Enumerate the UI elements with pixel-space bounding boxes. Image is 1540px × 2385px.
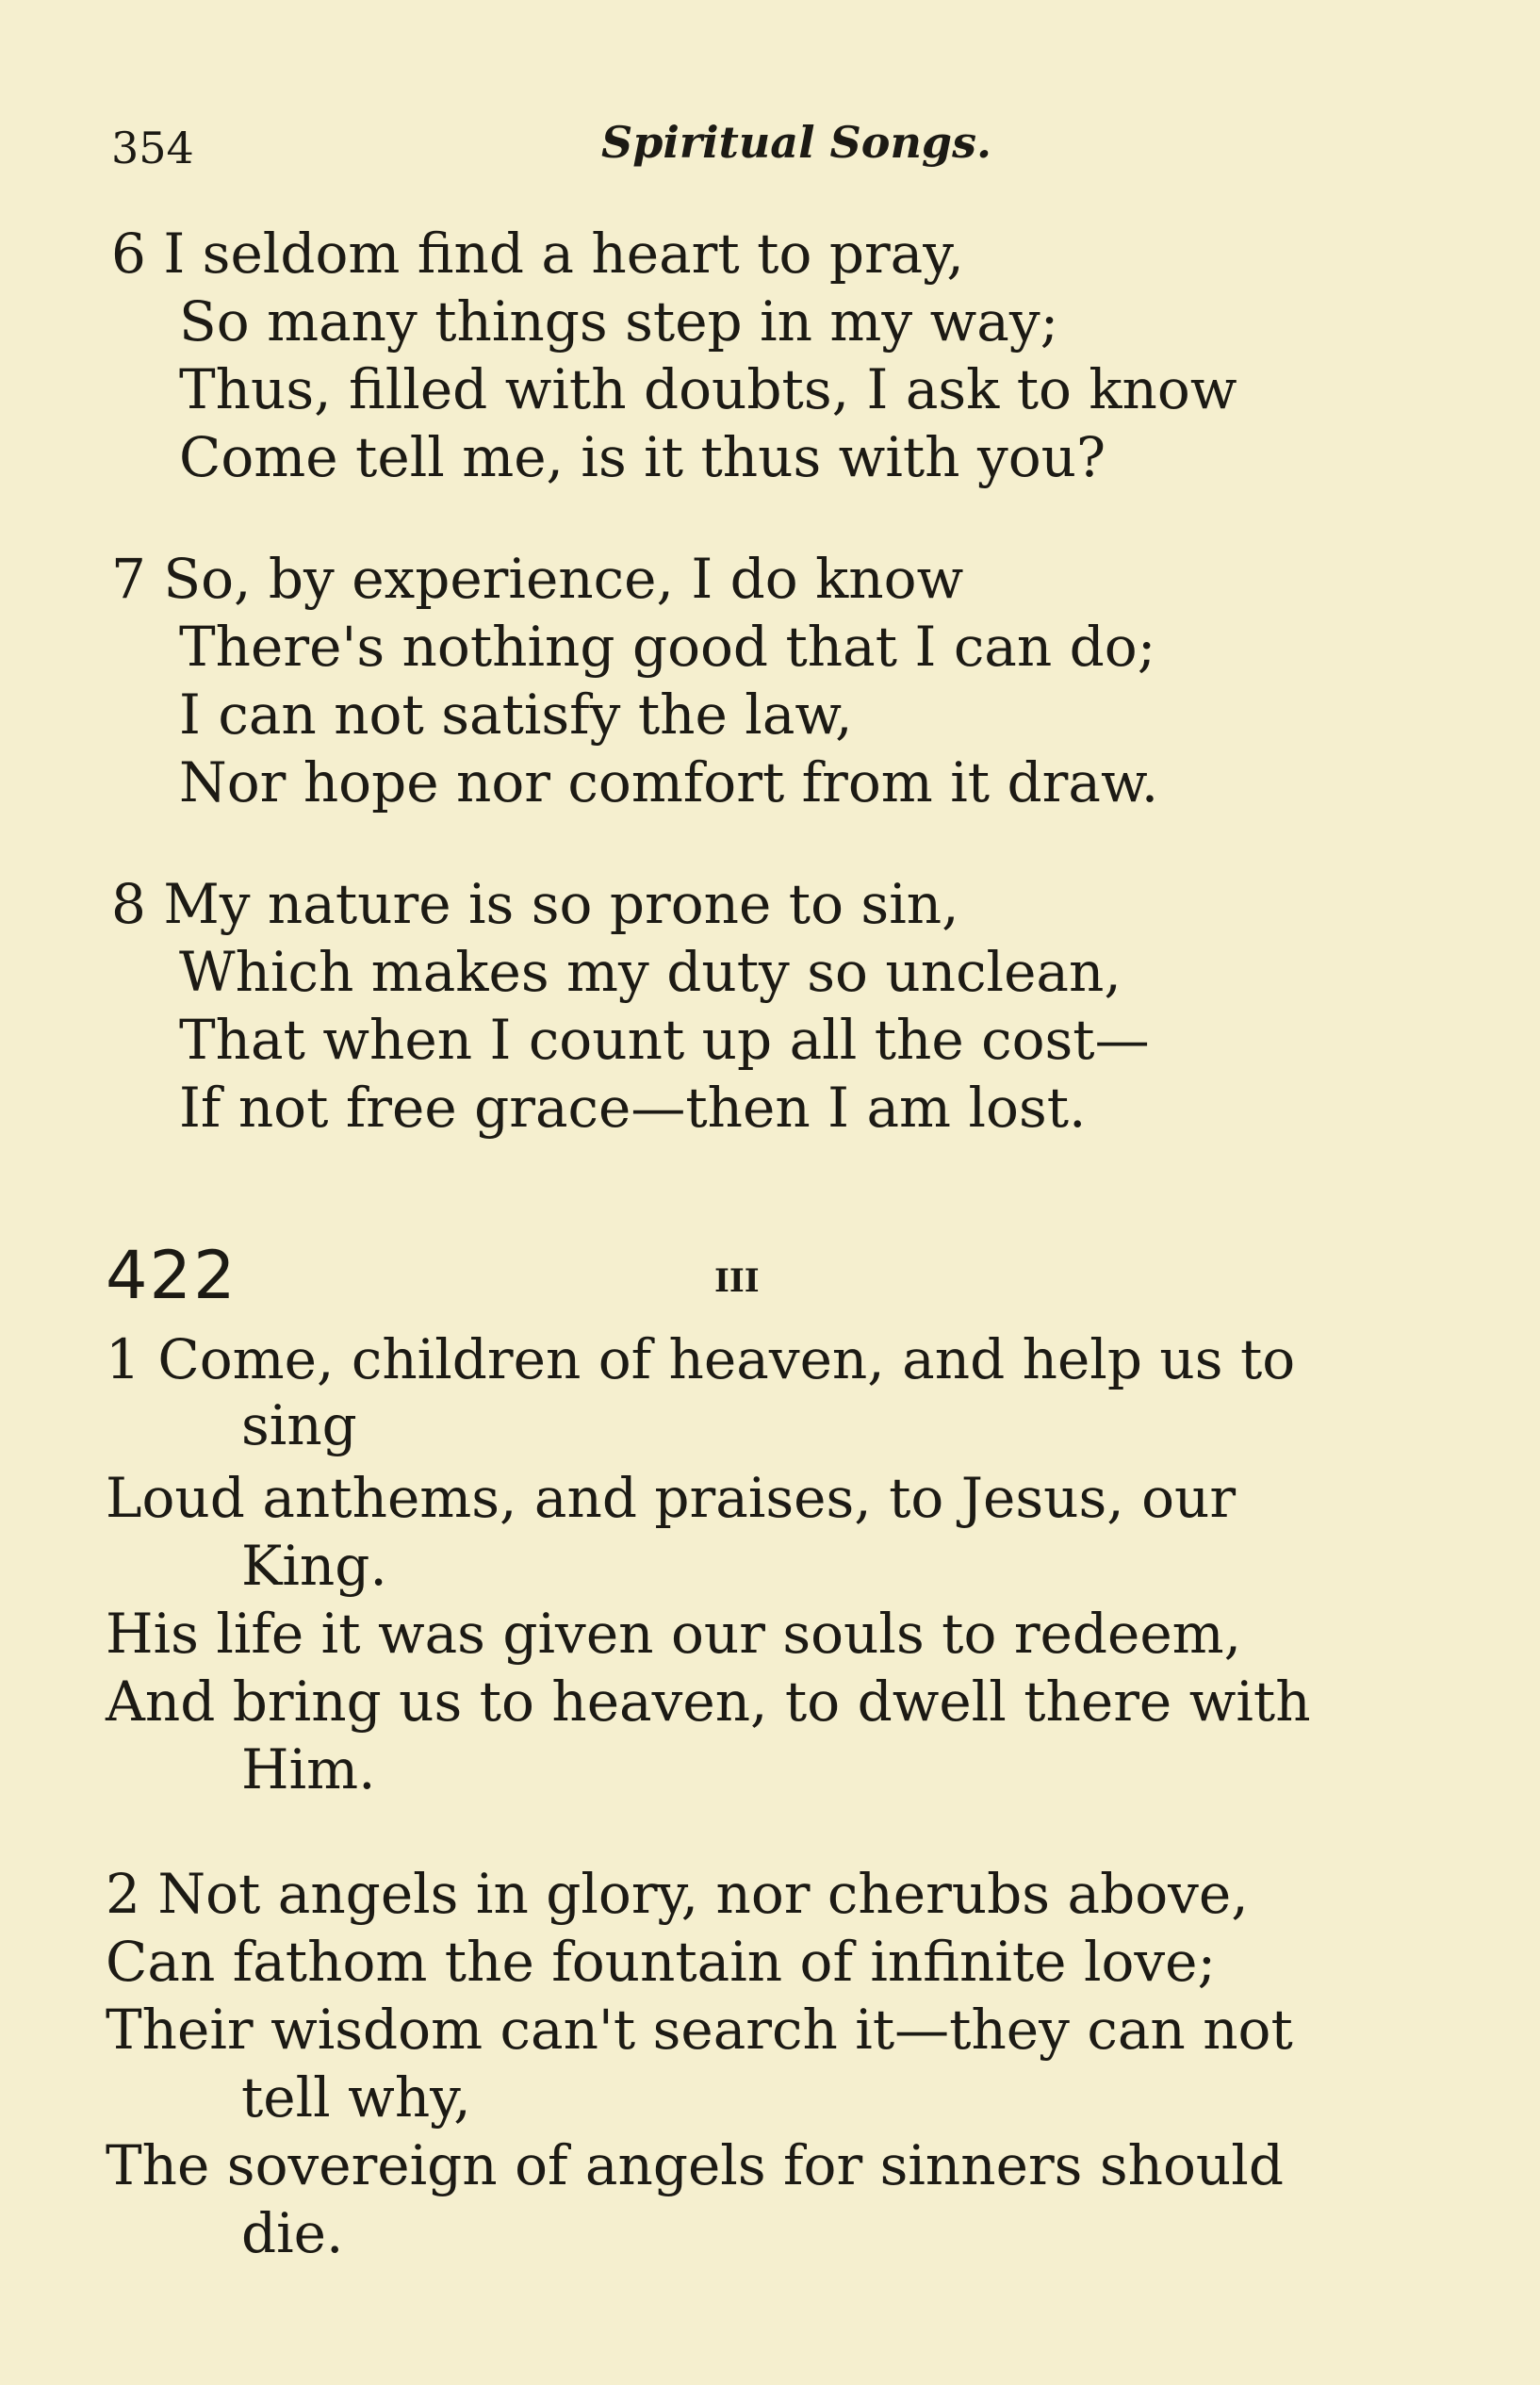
verse-line: Their wisdom can't search it—they can not	[106, 1998, 1293, 2062]
verse-line: Can fathom the fountain of infinite love;	[106, 1930, 1217, 1994]
verse-line: Come tell me, is it thus with you?	[179, 425, 1106, 489]
verse-line: His life it was given our souls to redeem,	[106, 1602, 1242, 1666]
verse-line: If not free grace—then I am lost.	[179, 1076, 1087, 1140]
verse-line: That when I count up all the cost—	[179, 1008, 1150, 1072]
running-title: Spiritual Songs.	[601, 117, 991, 168]
verse-line: Loud anthems, and praises, to Jesus, our	[106, 1466, 1237, 1530]
verse-line: So many things step in my way;	[179, 289, 1059, 354]
verse-line: sing	[241, 1393, 357, 1457]
verse-line: I can not satisfy the law,	[179, 683, 853, 747]
verse-line: Which makes my duty so unclean,	[179, 940, 1122, 1004]
verse-line: 8 My nature is so prone to sin,	[111, 872, 959, 936]
verse-line: King.	[241, 1534, 387, 1598]
page-header	[111, 117, 1450, 198]
verse-line: tell why,	[241, 2065, 471, 2130]
tune-mark: III	[714, 1262, 760, 1300]
page-number: 354	[111, 123, 194, 173]
verse-line: And bring us to heaven, to dwell there with	[106, 1670, 1311, 1734]
hymn-number: 422	[106, 1237, 238, 1314]
verse-line: The sovereign of angels for sinners should	[106, 2133, 1284, 2197]
verse-line: Nor hope nor comfort from it draw.	[179, 750, 1159, 814]
verse-line: Thus, filled with doubts, I ask to know	[179, 357, 1237, 421]
verse-line: 1 Come, children of heaven, and help us to	[106, 1327, 1296, 1391]
verse-line: 7 So, by experience, I do know	[111, 547, 964, 611]
verse-line: Him.	[241, 1737, 376, 1801]
verse-line: There's nothing good that I can do;	[179, 615, 1156, 679]
verse-line: 2 Not angels in glory, nor cherubs above,	[106, 1862, 1249, 1926]
verse-line: die.	[241, 2201, 344, 2265]
verse-line: 6 I seldom find a heart to pray,	[111, 222, 964, 286]
